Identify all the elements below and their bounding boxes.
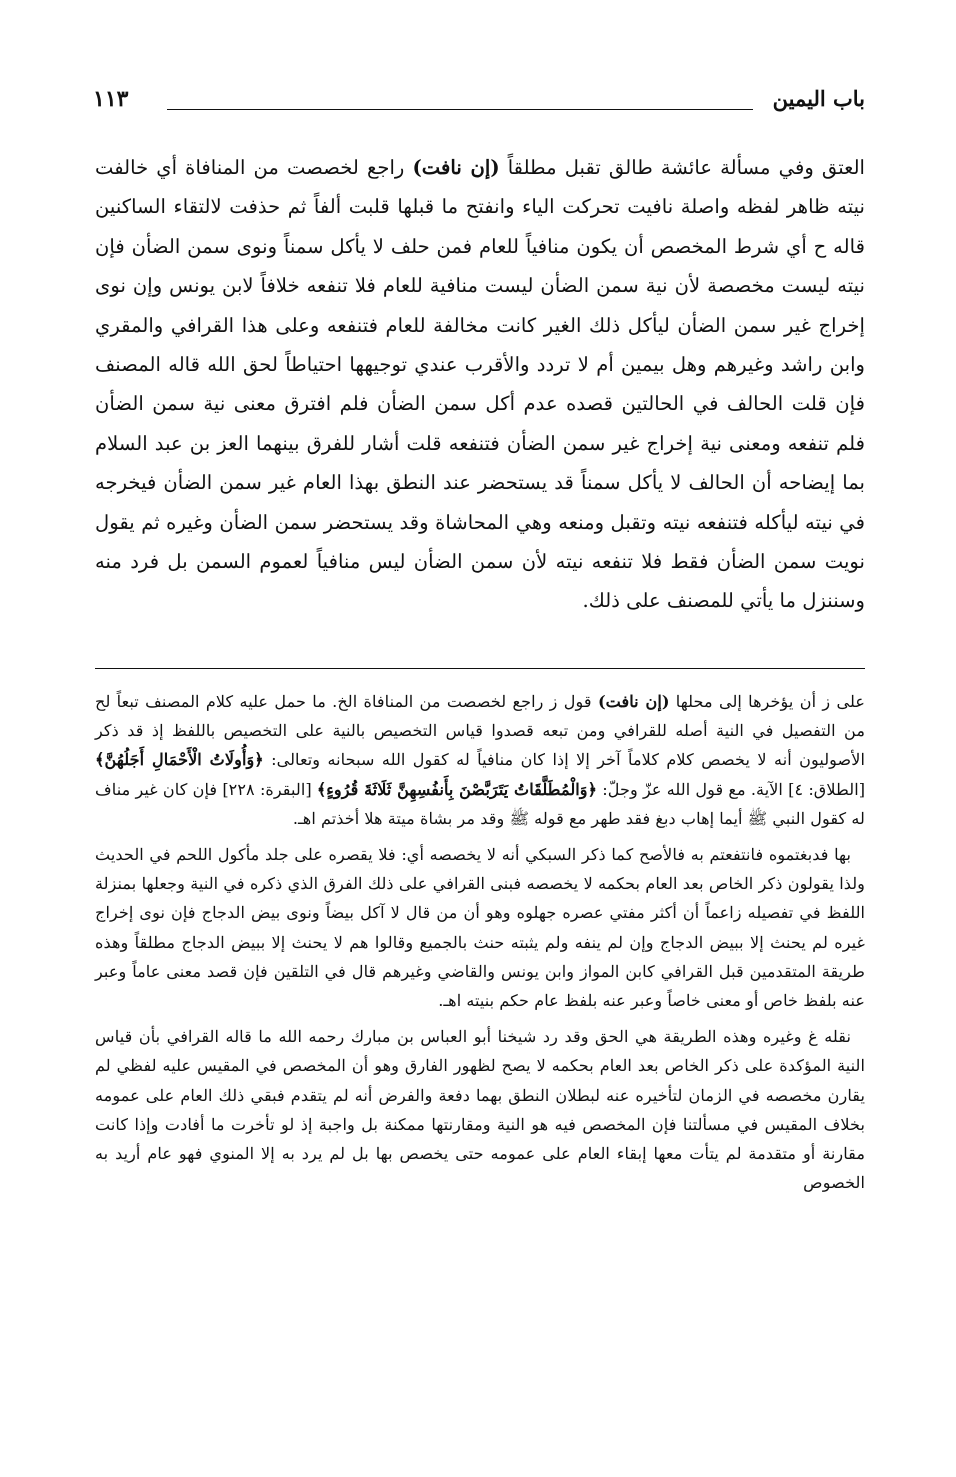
footnote-divider <box>95 668 865 669</box>
chapter-title: باب اليمين <box>772 86 865 111</box>
quran-verse: ﴿وَأُولَاتُ الْأَحْمَالِ أَجَلُهُنَّ﴾ <box>95 750 264 770</box>
page-number: ١١٣ <box>93 86 129 112</box>
note-text-segment: قول ز راجع لخصصت من المنافاة الخ. ما حمل عليه كلام المصنف تبعاً لح من التفصيل في النية أصله للقرافي ومن تبعه قصدوا قياس التخصيص بالنية على التخصيص باللفظ إذ قد ذكر الأصوليون أنه لا يخصص كلام كلاماً آخر إلا إذا كان منافياً له كقول الله سبحانه وتعالى: <box>95 692 865 770</box>
main-text-segment: العتق وفي مسألة عائشة طالق تقبل مطلقاً <box>499 156 865 179</box>
main-bold-term: (إن نافت) <box>412 156 500 179</box>
main-paragraph <box>95 148 865 621</box>
main-text <box>95 148 865 621</box>
footnote-paragraph <box>95 687 865 833</box>
main-text-segment: راجع لخصصت من المنافاة أي خالفت نيته ظاهر لفظه واصلة نافيت تحركت الياء وانفتح ما قبلها قلبت ألفاً ثم حذفت لالتقاء الساكنين قاله ح أي شرط المخصص أن يكون منافياً للعام فمن حلف لا يأكل سمناً ونوى سمن الضأن فإن نيته ليست مخصصة لأن نية سمن الضأن ليست منافية للعام فلا تنفعه خلافاً لابن يونس وإن نوى إخراج غير سمن الضأن ليأكل ذلك الغير كانت مخالفة للعام فتنفعه وعلى هذا القرافي والمقري وابن راشد وغيرهم وهل بيمين أم لا تردد والأقرب عندي توجيهها احتياطاً لحق الله قاله المصنف فإن قلت الحالف في الحالتين قصده عدم أكل سمن الضأن فلم افترق معنى نية سمن الضأن فلم تنفعه ومعنى نية إخراج غير سمن الضأن فتنفعه قلت أشار للفرق بينهما العز بن عبد السلام بما إيضاحه أن الحالف لا يأكل سمناً قد يستحضر عند النطق بهذا العام غير سمن الضأن فيخرجه في نيته ليأكله فتنفعه نيته وتقبل ومنعه وهي المحاشاة وقد يستحضر سمن الضأن وغيره ثم يقول نويت سمن الضأن فقط فلا تنفعه نيته لأن سمن الضأن ليس منافياً لعموم السمن بل فرد منه وسننزل ما يأتي للمصنف على ذلك. <box>95 156 865 613</box>
note-bold-term: (إن نافت) <box>597 692 670 711</box>
note-text-segment: [البقرة: ٢٢٨] فإن كان غير مناف له كقول النبي ﷺ أيما إهاب دبغ فقد طهر مع قوله ﷺ وقد مر بشاة ميتة هلا أخذتم اهـ. <box>95 779 865 828</box>
running-header <box>93 84 865 118</box>
footnotes <box>95 687 865 1204</box>
note-text-segment: على ز أن يؤخرها إلى محلها <box>669 692 866 711</box>
note-text-segment: [الطلاق: ٤] الآية. مع قول الله عزّ وجلّ: <box>597 779 866 799</box>
header-rule <box>167 109 753 110</box>
quran-verse: ﴿وَالْمُطَلَّقَاتُ يَتَرَبَّصْنَ بِأَنفُسِهِنَّ ثَلَاثَةَ قُرُوءٍ﴾ <box>316 779 598 799</box>
footnote-paragraph: نقله غ وغيره وهذه الطريقة هي الحق وقد رد شيخنا أبو العباس بن مبارك رحمه الله ما قاله القرافي بأن قياس النية المؤكدة على ذكر الخاص بعد العام بحكمه لا يصح لظهور الفارق وهو أن المخصص في المقيس عليه لفظي لم يقارن مخصصه في الزمان لتأخيره عنه لبطلان النطق بهما دفعة والفرض أنه لم يتقدم فبقي ذلك العام على عمومه بخلاف المقيس في مسألتنا فإن المخصص فيه هو النية ومقارنتها ممكنة بل واجبة إذ لو تأخرت ما أفادت وإذا كانت مقارنة أو متقدمة لم يتأت معها إبقاء العام على عمومه حتى يخصص بها بل لم يرد به إلا المنوي فهو عام أريد به الخصوص <box>95 1027 865 1193</box>
footnote-paragraph: بها فدبغتموه فانتفعتم به فالأصح كما ذكر السبكي أنه لا يخصصه أي: فلا يقصره على جلد مأكول اللحم في الحديث ولذا يقولون ذكر الخاص بعد العام بحكمه لا يخصصه فبنى القرافي على ذلك الفرق الذي ذكره في النية وجعلها بمنزلة اللفظ في تفصيله زاعماً أن أكثر مفتي عصره جهلوه وهو أن من قال لا آكل بيضاً ونوى بيض الدجاج فإن نوى إخراج غيره لم يحنث إلا ببيض الدجاج وإن لم ينفه ولم يثبته حنث بالجميع وقالوا هم لا يحنث إلا ببيض الدجاج مطلقاً وهذه طريقة المتقدمين قبل القرافي كابن المواز وابن يونس والقاضي وغيرهم قال في التلقين فإن قصد معنى عاماً وعبر عنه بلفظ خاص أو معنى خاصاً وعبر عنه بلفظ عام حكم بنيته اهـ. <box>95 845 865 1011</box>
